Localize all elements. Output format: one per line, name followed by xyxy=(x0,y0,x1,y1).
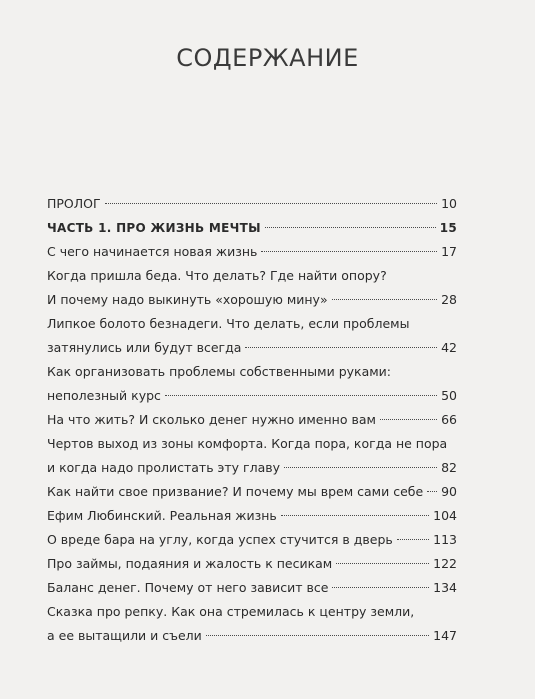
toc-line xyxy=(47,216,457,240)
toc-page-number: 17 xyxy=(441,244,457,259)
toc-entry-title: ЧАСТЬ 1. ПРО ЖИЗНЬ МЕЧТЫ xyxy=(47,221,261,235)
toc-entry-title: Баланс денег. Почему от него зависит все xyxy=(47,580,329,595)
toc-entry xyxy=(47,240,457,264)
dot-leader xyxy=(165,395,437,396)
toc-page-number: 122 xyxy=(433,556,457,571)
toc-page-number: 50 xyxy=(441,388,457,403)
toc-entry xyxy=(47,312,457,360)
toc-line xyxy=(47,240,457,264)
toc-line xyxy=(47,552,457,576)
toc-entry xyxy=(47,528,457,552)
toc-entry xyxy=(47,600,457,648)
dot-leader xyxy=(332,587,429,588)
toc-entry-title: Ефим Любинский. Реальная жизнь xyxy=(47,508,277,523)
toc-line xyxy=(47,576,457,600)
dot-leader xyxy=(427,491,437,492)
toc-entry xyxy=(47,192,457,216)
dot-leader xyxy=(397,539,429,540)
toc-page-number: 66 xyxy=(441,412,457,427)
dot-leader xyxy=(245,347,437,348)
toc-line xyxy=(47,456,457,480)
toc-line xyxy=(47,264,457,288)
page-title: СОДЕРЖАНИЕ xyxy=(176,44,359,72)
toc-line xyxy=(47,336,457,360)
toc-entry xyxy=(47,480,457,504)
toc-line xyxy=(47,192,457,216)
toc-entry-title: и когда надо пролистать эту главу xyxy=(47,460,281,475)
toc-entry-title: ПРОЛОГ xyxy=(47,196,101,211)
toc-line xyxy=(47,624,457,648)
toc-line xyxy=(47,504,457,528)
toc-page-number: 82 xyxy=(441,460,457,475)
toc-line xyxy=(47,600,457,624)
toc-line xyxy=(47,480,457,504)
toc-page-number: 113 xyxy=(433,532,457,547)
toc-entry-title: Липкое болото безнадеги. Что делать, если проблемы xyxy=(47,316,410,331)
toc-page-number: 28 xyxy=(441,292,457,307)
dot-leader xyxy=(332,299,437,300)
toc-entry xyxy=(47,504,457,528)
toc-entry-title: Как организовать проблемы собственными руками: xyxy=(47,364,392,379)
toc-page-number: 104 xyxy=(433,508,457,523)
toc-entry-title: И почему надо выкинуть «хорошую мину» xyxy=(47,292,328,307)
toc-line xyxy=(47,432,457,456)
toc-entry-title: Как найти свое призвание? И почему мы врем сами себе xyxy=(47,484,424,499)
dot-leader xyxy=(281,515,429,516)
dot-leader xyxy=(261,251,437,252)
toc-page-number: 10 xyxy=(441,196,457,211)
toc-entry xyxy=(47,408,457,432)
toc-page-number: 90 xyxy=(441,484,457,499)
dot-leader xyxy=(105,203,437,204)
toc-entry xyxy=(47,552,457,576)
toc-entry-title: Про займы, подаяния и жалость к песикам xyxy=(47,556,333,571)
dot-leader xyxy=(265,227,436,228)
dot-leader xyxy=(336,563,429,564)
toc-line xyxy=(47,288,457,312)
toc-entry-title: На что жить? И сколько денег нужно именно вам xyxy=(47,412,376,427)
toc-page-number: 42 xyxy=(441,340,457,355)
toc-entry-title: Когда пришла беда. Что делать? Где найти опору? xyxy=(47,268,387,283)
toc-entry-title: затянулись или будут всегда xyxy=(47,340,242,355)
toc-page-number: 134 xyxy=(433,580,457,595)
dot-leader xyxy=(380,419,437,420)
toc-line xyxy=(47,384,457,408)
toc-line xyxy=(47,408,457,432)
table-of-contents xyxy=(47,192,457,648)
toc-page-number: 15 xyxy=(439,221,457,235)
toc-entry xyxy=(47,264,457,312)
toc-entry-title: С чего начинается новая жизнь xyxy=(47,244,258,259)
toc-entry xyxy=(47,576,457,600)
toc-entry-title: О вреде бара на углу, когда успех стучится в дверь xyxy=(47,532,393,547)
toc-entry-title: Сказка про репку. Как она стремилась к центру земли, xyxy=(47,604,415,619)
toc-entry xyxy=(47,432,457,480)
toc-entry-title: а ее вытащили и съели xyxy=(47,628,202,643)
dot-leader xyxy=(284,467,437,468)
toc-entry xyxy=(47,216,457,240)
toc-entry-title: Чертов выход из зоны комфорта. Когда пора, когда не пора xyxy=(47,436,448,451)
toc-line xyxy=(47,528,457,552)
dot-leader xyxy=(206,635,429,636)
toc-line xyxy=(47,312,457,336)
toc-line xyxy=(47,360,457,384)
toc-page-number: 147 xyxy=(433,628,457,643)
toc-entry xyxy=(47,360,457,408)
toc-entry-title: неполезный курс xyxy=(47,388,161,403)
